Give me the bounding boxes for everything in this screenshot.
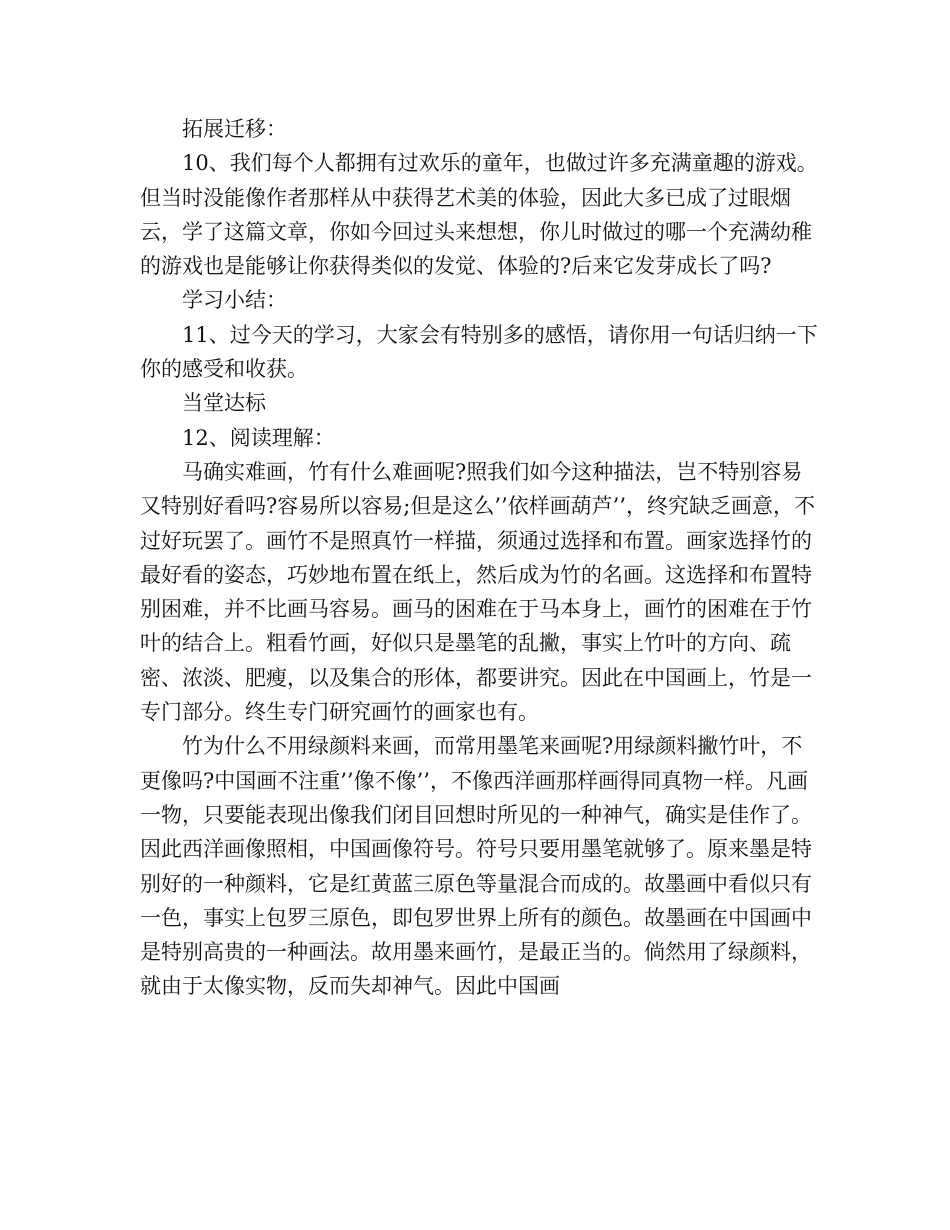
reading-paragraph-1: 马确实难画，竹有什么难画呢?照我们如今这种描法，岂不特别容易又特别好看吗?容易所以容易;但是这么’’依样画葫芦’’，终究缺乏画意，不过好玩罢了。画竹不是照真竹一样描，须通过选择和布置。画家选择竹的最好看的姿态，巧妙地布置在纸上，然后成为竹的名画。这选择和布置特别困难，并不比画马容易。画马的困难在于马本身上，画竹的困难在于竹叶的结合上。粗看竹画，好似只是墨笔的乱撇，事实上竹叶的方向、疏密、浓淡、肥瘦，以及集合的形体，都要讲究。因此在中国画上，竹是一专门部分。终生专门研究画竹的画家也有。 (140, 459, 816, 725)
section-heading-extension: 拓展迁移： (182, 117, 287, 141)
document-page (140, 112, 820, 1004)
question-10: 10、我们每个人都拥有过欢乐的童年，也做过许多充满童趣的游戏。但当时没能像作者那样从中获得艺术美的体验，因此大多已成了过眼烟云，学了这篇文章，你如今回过头来想想，你儿时做过的哪一个充满幼稚的游戏也是能够让你获得类似的发觉、体验的?后来它发芽成长了吗? (140, 151, 818, 279)
section-heading-summary: 学习小结： (182, 288, 287, 313)
section-heading-practice: 当堂达标 (182, 391, 266, 416)
reading-paragraph-2: 竹为什么不用绿颜料来画，而常用墨笔来画呢?用绿颜料撇竹叶，不更像吗?中国画不注重’’像不像’’，不像西洋画那样画得同真物一样。凡画一物，只要能表现出像我们闭目回想时所见的一种神气，确实是佳作了。因此西洋画像照相，中国画像符号。符号只要用墨笔就够了。原来墨是特别好的一种颜料，它是红黄蓝三原色等量混合而成的。故墨画中看似只有一色，事实上包罗三原色，即包罗世界上所有的颜色。故墨画在中国画中是特别高贵的一种画法。故用墨来画竹，是最正当的。倘然用了绿颜料，就由于太像实物，反而失却神气。因此中国画 (140, 734, 812, 999)
question-11: 11、过今天的学习，大家会有特别多的感悟，请你用一句话归纳一下你的感受和收获。 (140, 322, 818, 382)
question-12-heading: 12、阅读理解： (182, 425, 335, 450)
